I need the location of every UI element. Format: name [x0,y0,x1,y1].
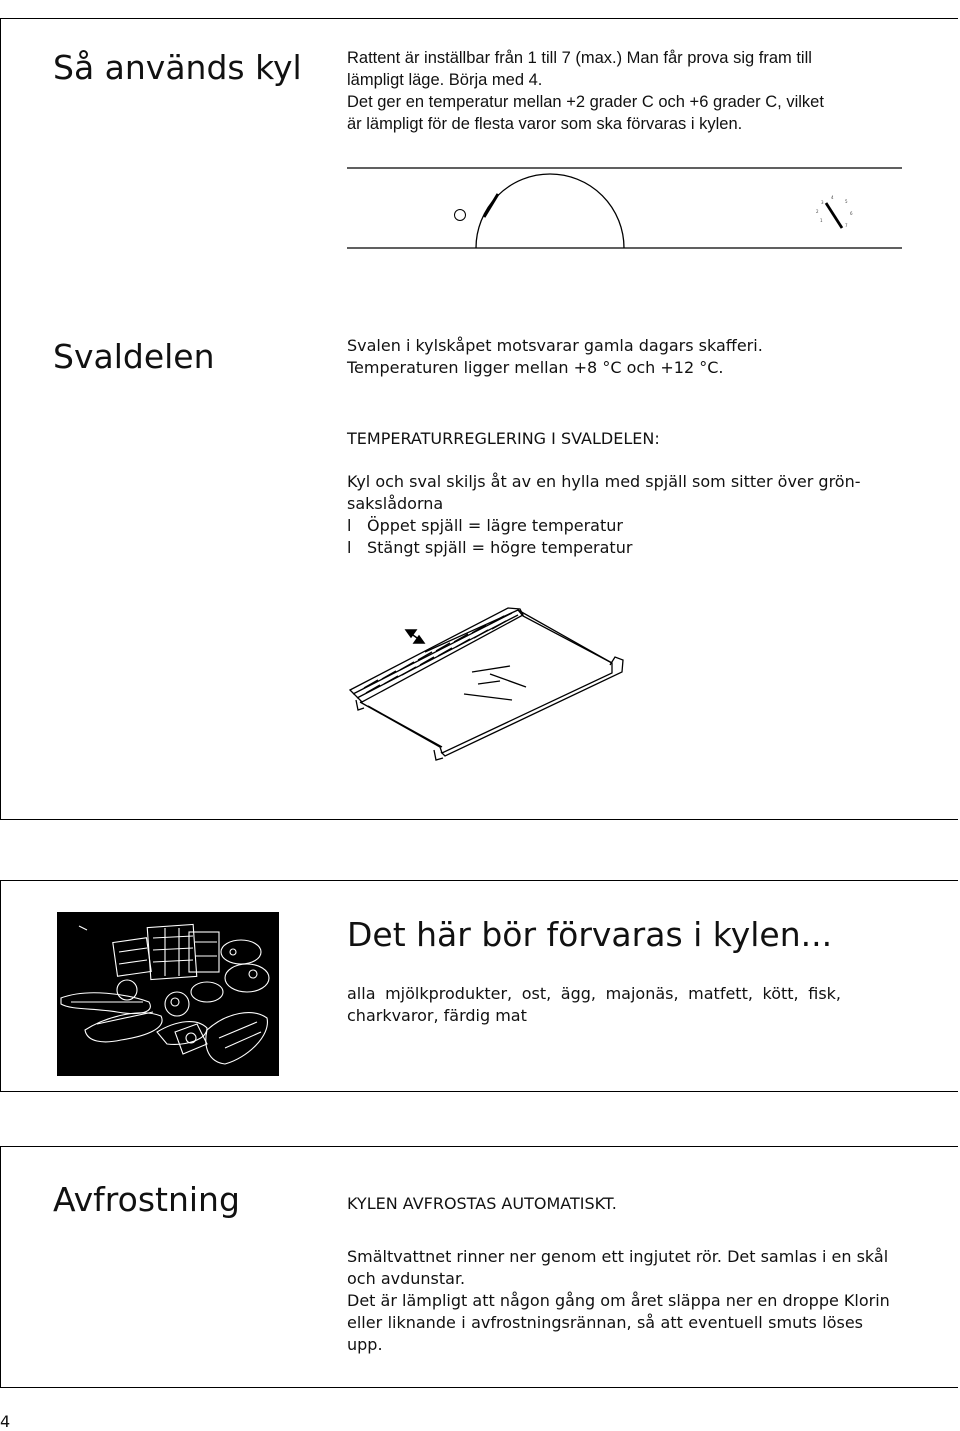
glass-reflection-lines [464,666,526,700]
section-title-storage: Det här bör förvaras i kylen... [347,915,833,954]
section-title-defrost: Avfrostning [53,1180,240,1219]
food-items-illustration [57,912,279,1076]
illustration-background [57,912,279,1076]
text-line: Kyl och sval skiljs åt av en hylla med spjäll som sitter över grön- [347,472,861,491]
bullet-marker: l [347,538,352,557]
page-number: 4 [0,1412,11,1431]
text-line: är lämpligt för de flesta varor som ska förvaras i kylen. [347,115,743,133]
dial-number: 4 [831,195,834,200]
bullet-marker: l [347,516,352,535]
text-line: eller liknande i avfrostningsrännan, så att eventuell smuts löses [347,1313,863,1332]
text-line: Rattent är inställbar från 1 till 7 (max.) Man får prova sig fram till [347,49,812,67]
thermostat-dial-illustration [340,160,910,255]
dial-number: 2 [816,209,819,214]
dial-number: 6 [850,211,853,216]
dial-number: 7 [845,223,848,228]
light-cover-stroke [484,194,498,217]
svaldel-subheading: TEMPERATURREGLERING I SVALDELEN: [347,429,660,448]
light-cover-dome [476,174,624,248]
dial-number: 3 [821,200,824,205]
defrost-subheading: KYLEN AVFROSTAS AUTOMATISKT. [347,1194,617,1213]
text-line: Svalen i kylskåpet motsvarar gamla dagars skafferi. [347,336,763,355]
defrost-description [347,1246,890,1356]
double-arrow-icon [406,630,424,643]
text-line: Smältvattnet rinner ner genom ett ingjutet rör. Det samlas i en skål [347,1247,889,1266]
section-title-svaldel: Svaldelen [53,337,215,376]
damper-bullet-list [347,515,867,559]
text-line: Det är lämpligt att någon gång om året släppa ner en droppe Klorin [347,1291,890,1310]
bullet-text: Öppet spjäll = lägre temperatur [367,516,623,535]
text-line: sakslådorna [347,494,444,513]
text-line: Temperaturen ligger mellan +8 °C och +12 °C. [347,358,724,377]
list-item [347,515,867,537]
dial-number: 5 [845,199,848,204]
text-line: lämpligt läge. Börja med 4. [347,71,543,89]
text-line: och avdunstar. [347,1269,466,1288]
bullet-text: Stängt spjäll = högre temperatur [367,538,633,557]
shelf-damper-illustration [340,600,640,780]
text-line: alla mjölkprodukter, ost, ägg, majonäs, matfett, kött, fisk, [347,984,841,1003]
light-switch-icon [455,210,466,221]
list-item [347,537,867,559]
text-line: charkvaror, färdig mat [347,1006,527,1025]
dial-knob-icon [816,195,853,228]
svaldel-regulation-text [347,471,867,559]
fridge-instructions [347,47,867,135]
dial-number: 1 [820,218,823,223]
text-line: upp. [347,1335,383,1354]
section-title-fridge: Så används kyl [53,48,302,87]
storage-item-list [347,983,841,1027]
text-line: Det ger en temperatur mellan +2 grader C och +6 grader C, vilket [347,93,824,111]
svaldel-description [347,335,867,379]
